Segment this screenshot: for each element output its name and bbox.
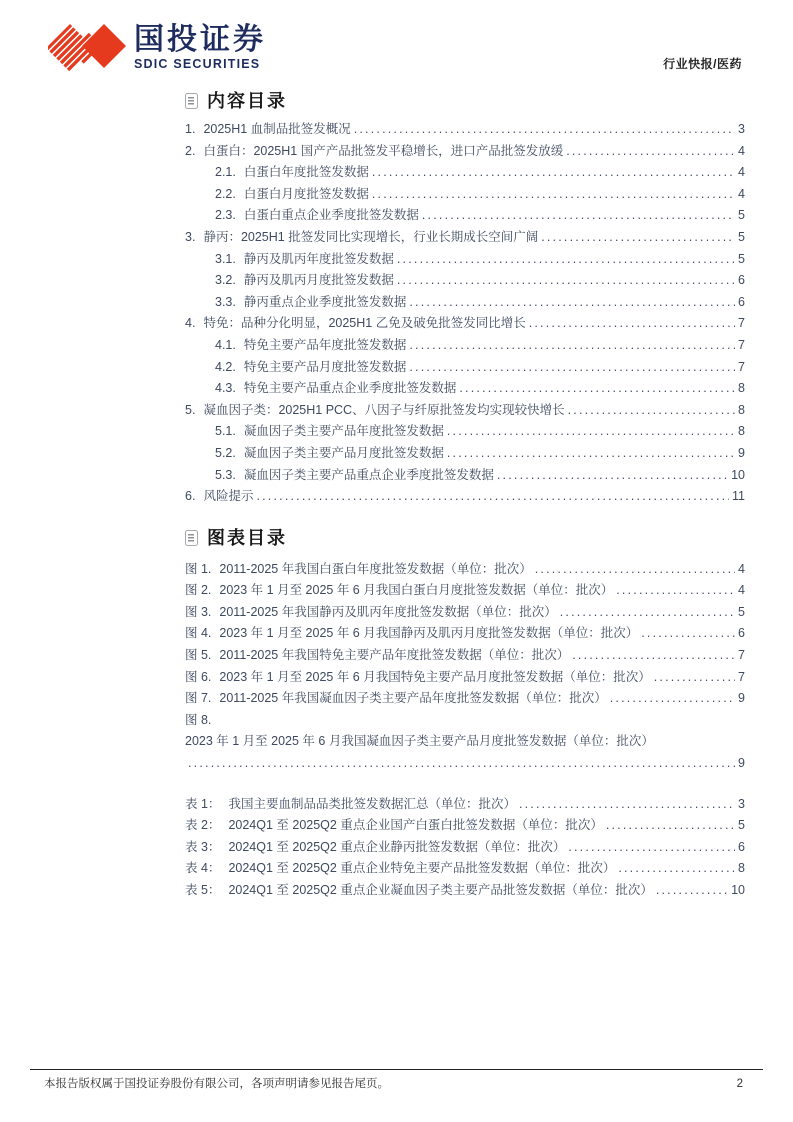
dot-leader bbox=[654, 667, 735, 689]
toc-entry[interactable] bbox=[185, 465, 745, 487]
toc-entry-label: 风险提示 bbox=[203, 489, 254, 504]
content-toc-list bbox=[185, 119, 745, 508]
figure-toc-title: 图表目录 bbox=[207, 527, 287, 548]
toc-entry-label: 我国主要血制品品类批签发数据汇总（单位：批次） bbox=[228, 796, 516, 811]
dot-leader bbox=[560, 602, 735, 624]
toc-entry-page: 11 bbox=[732, 489, 745, 504]
toc-entry[interactable] bbox=[185, 421, 745, 443]
page-footer bbox=[30, 1069, 763, 1091]
toc-entry[interactable] bbox=[185, 688, 745, 710]
dot-leader bbox=[572, 645, 735, 667]
toc-entry-label: 2024Q1 至 2025Q2 重点企业静丙批签发数据（单位：批次） bbox=[228, 839, 566, 854]
toc-entry-page: 6 bbox=[738, 273, 745, 288]
toc-entry-number: 4.3. bbox=[215, 381, 236, 396]
dot-leader bbox=[422, 205, 735, 227]
dot-leader bbox=[618, 858, 735, 880]
dot-leader bbox=[397, 249, 735, 271]
logo-company-name-en: SDIC SECURITIES bbox=[134, 56, 261, 71]
toc-entry[interactable] bbox=[185, 443, 745, 465]
dot-leader bbox=[616, 580, 735, 602]
toc-entry-number: 表 5： bbox=[185, 883, 221, 897]
toc-entry-label: 静丙及肌丙月度批签发数据 bbox=[243, 273, 394, 288]
logo-text bbox=[134, 24, 266, 71]
dot-leader bbox=[459, 378, 735, 400]
toc-entry-number: 1. bbox=[185, 122, 196, 136]
toc-entry-page: 8 bbox=[738, 424, 745, 439]
dot-leader bbox=[409, 292, 735, 314]
toc-entry-page: 9 bbox=[738, 756, 745, 771]
toc-entry[interactable] bbox=[185, 292, 745, 314]
toc-entry[interactable] bbox=[185, 837, 745, 859]
logo-mark-icon bbox=[48, 22, 126, 72]
toc-entry-number: 表 2： bbox=[185, 818, 221, 833]
toc-entry-number: 图 8. bbox=[185, 712, 212, 727]
page-number: 2 bbox=[736, 1078, 743, 1090]
toc-entry-label: 特免主要产品月度批签发数据 bbox=[243, 359, 407, 374]
report-category: 行业快报/医药 bbox=[663, 57, 742, 71]
dot-leader bbox=[568, 400, 735, 422]
toc-entry-label: 白蛋白：2025H1 国产产品批签发平稳增长，进口产品批签发放缓 bbox=[203, 143, 564, 158]
toc-entry-page: 7 bbox=[738, 669, 745, 684]
content-toc-heading bbox=[185, 88, 745, 114]
toc-entry-page: 4 bbox=[738, 143, 745, 158]
toc-entry[interactable] bbox=[185, 119, 745, 141]
toc-entry[interactable] bbox=[185, 880, 745, 902]
dot-leader bbox=[610, 688, 735, 710]
toc-entry[interactable] bbox=[185, 335, 745, 357]
toc-entry[interactable] bbox=[185, 227, 745, 249]
toc-entry-label: 2024Q1 至 2025Q2 重点企业特免主要产品批签发数据（单位：批次） bbox=[228, 861, 616, 876]
copyright-notice: 本报告版权属于国投证券股份有限公司，各项声明请参见报告尾页。 bbox=[44, 1078, 389, 1090]
toc-entry-page: 8 bbox=[738, 861, 745, 876]
toc-entry-label: 特免主要产品年度批签发数据 bbox=[243, 337, 407, 352]
toc-entry-label: 静丙重点企业季度批签发数据 bbox=[243, 294, 407, 309]
document-icon bbox=[185, 93, 198, 109]
toc-entry-number: 5.1. bbox=[215, 424, 236, 439]
toc-entry-page: 7 bbox=[738, 337, 745, 352]
toc-entry-number: 2.3. bbox=[215, 208, 236, 223]
toc-entry-label: 2011-2025 年我国白蛋白年度批签发数据（单位：批次） bbox=[219, 561, 532, 576]
toc-entry-page: 7 bbox=[738, 359, 745, 374]
toc-entry-number: 2.1. bbox=[215, 165, 236, 180]
toc-entry[interactable] bbox=[185, 249, 745, 271]
toc-entry[interactable] bbox=[185, 645, 745, 667]
toc-entry[interactable] bbox=[185, 559, 745, 581]
toc-entry-number: 4. bbox=[185, 316, 196, 331]
toc-entry-page: 9 bbox=[738, 445, 745, 460]
toc-entry-number: 图 7. bbox=[185, 691, 212, 706]
toc-entry-label: 凝血因子类主要产品重点企业季度批签发数据 bbox=[243, 467, 494, 482]
toc-entry-label: 静丙及肌丙年度批签发数据 bbox=[243, 251, 394, 266]
toc-entry[interactable] bbox=[185, 400, 745, 422]
toc-entry-label: 2023 年 1 月至 2025 年 6 月我国白蛋白月度批签发数据（单位：批次） bbox=[219, 583, 614, 598]
toc-entry-number: 4.2. bbox=[215, 359, 236, 374]
toc-entry-number: 3.3. bbox=[215, 294, 236, 309]
toc-entry-page: 4 bbox=[738, 561, 745, 576]
dot-leader bbox=[409, 357, 735, 379]
toc-entry-page: 8 bbox=[738, 381, 745, 396]
toc-entry[interactable] bbox=[185, 602, 745, 624]
toc-entry-page: 4 bbox=[738, 165, 745, 180]
toc-entry-page: 5 bbox=[738, 604, 745, 619]
toc-entry-label: 凝血因子类：2025H1 PCC、八因子与纤原批签发均实现较快增长 bbox=[203, 402, 565, 417]
toc-entry[interactable] bbox=[185, 667, 745, 689]
toc-entry-number: 4.1. bbox=[215, 337, 236, 352]
toc-entry-label: 凝血因子类主要产品月度批签发数据 bbox=[243, 445, 444, 460]
toc-entry-page: 6 bbox=[738, 294, 745, 309]
toc-entry-page: 5 bbox=[738, 229, 745, 244]
toc-entry[interactable] bbox=[185, 710, 745, 775]
dot-leader bbox=[447, 443, 735, 465]
toc-entry-number: 图 1. bbox=[185, 561, 212, 576]
toc-entry-label: 2011-2025 年我国凝血因子类主要产品年度批签发数据（单位：批次） bbox=[219, 691, 607, 706]
toc-entry[interactable] bbox=[185, 205, 745, 227]
dot-leader bbox=[397, 270, 735, 292]
document-icon bbox=[185, 530, 198, 546]
toc-entry[interactable] bbox=[185, 794, 745, 816]
toc-entry-label: 2024Q1 至 2025Q2 重点企业国产白蛋白批签发数据（单位：批次） bbox=[228, 818, 603, 833]
toc-entry-number: 图 6. bbox=[185, 669, 212, 684]
toc-entry-page: 9 bbox=[738, 691, 745, 706]
toc-entry[interactable] bbox=[185, 815, 745, 837]
toc-entry-number: 2. bbox=[185, 143, 196, 158]
dot-leader bbox=[529, 313, 735, 335]
dot-leader bbox=[568, 837, 735, 859]
toc-entry-number: 表 1： bbox=[185, 796, 221, 811]
toc-entry-label: 2011-2025 年我国特免主要产品年度批签发数据（单位：批次） bbox=[219, 648, 570, 663]
toc-entry-number: 5.2. bbox=[215, 445, 236, 460]
dot-leader bbox=[641, 623, 735, 645]
dot-leader bbox=[447, 421, 735, 443]
toc-entry-label: 凝血因子类主要产品年度批签发数据 bbox=[243, 424, 444, 439]
toc-entry-page: 5 bbox=[738, 251, 745, 266]
toc-entry-number: 图 3. bbox=[185, 604, 212, 619]
dot-leader bbox=[519, 794, 735, 816]
dot-leader bbox=[372, 184, 735, 206]
toc-entry-page: 3 bbox=[738, 122, 745, 136]
figure-toc-list bbox=[185, 559, 745, 775]
toc-entry-label: 白蛋白月度批签发数据 bbox=[243, 186, 369, 201]
dot-leader bbox=[541, 227, 735, 249]
toc-entry-number: 3.1. bbox=[215, 251, 236, 266]
toc-entry-page: 4 bbox=[738, 186, 745, 201]
toc-entry-number: 5.3. bbox=[215, 467, 236, 482]
toc-page-content bbox=[185, 88, 745, 902]
toc-entry-page: 6 bbox=[738, 839, 745, 854]
toc-entry[interactable] bbox=[185, 313, 745, 335]
toc-entry-label: 特免主要产品重点企业季度批签发数据 bbox=[243, 381, 457, 396]
toc-entry-number: 6. bbox=[185, 489, 196, 504]
toc-entry-label: 2023 年 1 月至 2025 年 6 月我国特免主要产品月度批签发数据（单位：批次） bbox=[219, 669, 651, 684]
toc-entry-label: 2024Q1 至 2025Q2 重点企业凝血因子类主要产品批签发数据（单位：批次） bbox=[228, 883, 653, 897]
toc-entry-page: 7 bbox=[738, 648, 745, 663]
toc-entry-page: 10 bbox=[731, 883, 745, 897]
dot-leader bbox=[497, 465, 728, 487]
toc-entry[interactable] bbox=[185, 486, 745, 508]
toc-entry[interactable] bbox=[185, 141, 745, 163]
toc-entry-label: 静丙：2025H1 批签发同比实现增长，行业长期成长空间广阔 bbox=[203, 229, 539, 244]
toc-entry-label: 白蛋白年度批签发数据 bbox=[243, 165, 369, 180]
toc-entry-page: 5 bbox=[738, 818, 745, 833]
toc-entry-number: 2.2. bbox=[215, 186, 236, 201]
toc-entry-page: 4 bbox=[738, 583, 745, 598]
figure-toc-heading bbox=[185, 525, 745, 551]
toc-entry[interactable] bbox=[185, 623, 745, 645]
toc-entry[interactable] bbox=[185, 270, 745, 292]
dot-leader bbox=[409, 335, 735, 357]
toc-entry-number: 3. bbox=[185, 229, 196, 244]
content-toc-title: 内容目录 bbox=[207, 91, 287, 111]
table-toc-list bbox=[185, 794, 745, 902]
toc-entry-page: 3 bbox=[738, 796, 745, 811]
toc-entry-number: 表 3： bbox=[185, 839, 221, 854]
toc-entry-label: 2011-2025 年我国静丙及肌丙年度批签发数据（单位：批次） bbox=[219, 604, 557, 619]
toc-entry[interactable] bbox=[185, 858, 745, 880]
toc-entry-page: 7 bbox=[738, 316, 745, 331]
toc-entry-label: 2023 年 1 月至 2025 年 6 月我国静丙及肌丙月度批签发数据（单位：批次） bbox=[219, 626, 639, 641]
dot-leader bbox=[606, 815, 735, 837]
toc-entry-number: 图 4. bbox=[185, 626, 212, 641]
toc-entry-number: 表 4： bbox=[185, 861, 221, 876]
dot-leader bbox=[535, 559, 735, 581]
toc-entry-label: 白蛋白重点企业季度批签发数据 bbox=[243, 208, 419, 223]
dot-leader bbox=[656, 880, 728, 902]
toc-entry-number: 3.2. bbox=[215, 273, 236, 288]
toc-entry-number: 图 5. bbox=[185, 648, 212, 663]
toc-entry-page: 5 bbox=[738, 208, 745, 223]
toc-entry-label: 2025H1 血制品批签发概况 bbox=[203, 122, 351, 136]
toc-entry-label: 2023 年 1 月至 2025 年 6 月我国凝血因子类主要产品月度批签发数据（单位：批次） bbox=[185, 734, 654, 749]
toc-entry-label: 特免：品种分化明显，2025H1 乙免及破免批签发同比增长 bbox=[203, 316, 526, 331]
toc-entry-number: 5. bbox=[185, 402, 196, 417]
dot-leader bbox=[256, 486, 729, 508]
toc-entry[interactable] bbox=[185, 378, 745, 400]
toc-entry-page: 6 bbox=[738, 626, 745, 641]
dot-leader bbox=[372, 162, 735, 184]
dot-leader bbox=[354, 119, 735, 141]
dot-leader bbox=[188, 753, 735, 775]
dot-leader bbox=[566, 141, 735, 163]
toc-entry[interactable] bbox=[185, 357, 745, 379]
company-logo bbox=[48, 22, 266, 72]
toc-entry-page: 8 bbox=[738, 402, 745, 417]
toc-entry-number: 图 2. bbox=[185, 583, 212, 598]
toc-entry[interactable] bbox=[185, 162, 745, 184]
toc-entry[interactable] bbox=[185, 184, 745, 206]
logo-company-name: 国投证券 bbox=[134, 22, 266, 56]
toc-entry[interactable] bbox=[185, 580, 745, 602]
toc-entry-page: 10 bbox=[731, 467, 745, 482]
